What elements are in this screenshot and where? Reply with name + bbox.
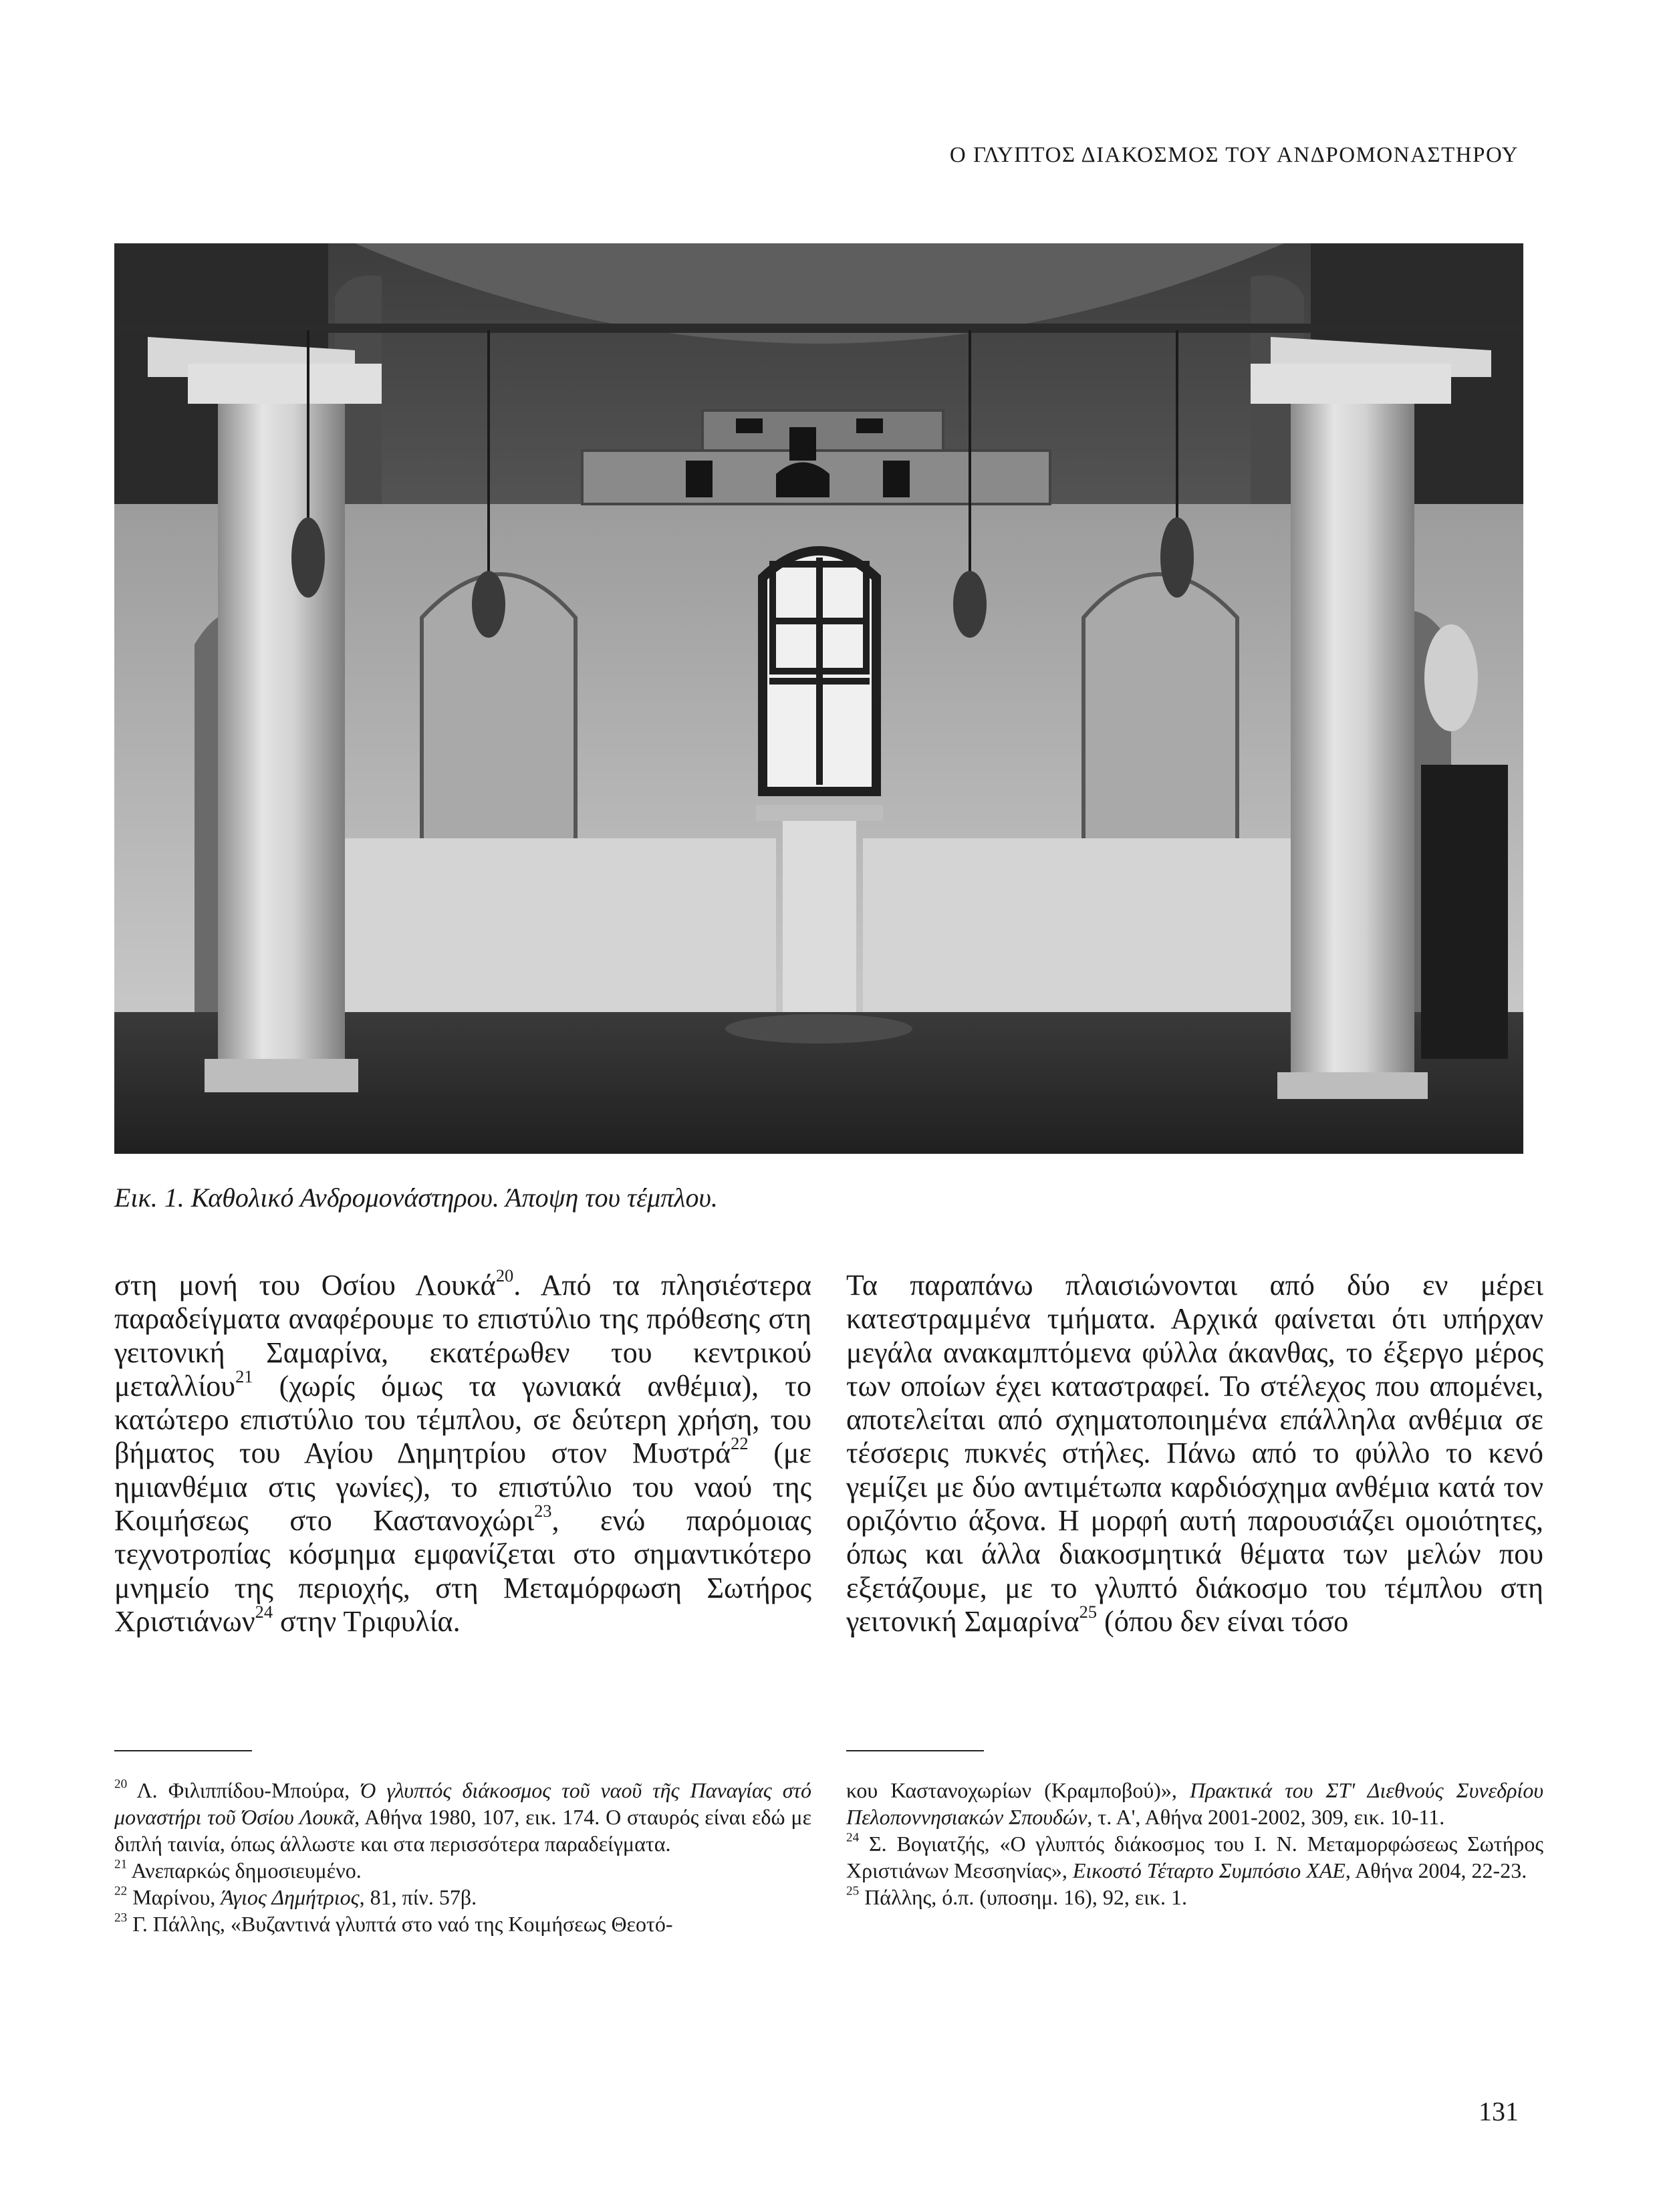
text-run: , 81, πίν. 57β. xyxy=(359,1885,477,1909)
footnote-marker: 23 xyxy=(114,1911,128,1925)
text-run: (με ημιανθέμια στις γωνίες), το επιστύλιο του ναού της Κοιμήσεως στο Καστανοχώρι xyxy=(114,1437,811,1538)
footnote-marker: 20 xyxy=(495,1265,514,1286)
footnote-marker: 23 xyxy=(534,1501,552,1521)
footnote-marker: 24 xyxy=(846,1830,860,1845)
text-run: κου Καστανοχωρίων (Κραμποβού)», xyxy=(846,1778,1190,1802)
text-run: , ενώ παρόμοιας τεχνοτροπίας κόσμημα εμφανίζεται στο σημαντικότερο μνημείο της περιοχής, στη Μεταμόρφωση Σωτήρος Χριστιάνων xyxy=(114,1504,811,1638)
footnote-marker: 20 xyxy=(114,1777,128,1792)
page-number: 131 xyxy=(1479,2096,1519,2126)
footnote-marker: 25 xyxy=(846,1884,860,1898)
footnote xyxy=(846,1884,1543,1911)
figure-caption: Εικ. 1. Καθολικό Ανδρομονάστηρου. Άποψη του τέμπλου. xyxy=(114,1183,718,1213)
text-run: Ανεπαρκώς δημοσιευμένο. xyxy=(127,1858,362,1882)
body-paragraph xyxy=(114,1265,812,1638)
text-run: στη μονή του Οσίου Λουκά xyxy=(114,1269,496,1302)
text-run: (όπου δεν είναι τόσο xyxy=(1097,1604,1349,1638)
footnotes-right xyxy=(846,1777,1543,1911)
text-run: (χωρίς όμως τα γωνιακά ανθέμια), το κατώτερο επιστύλιο του τέμπλου, σε δεύτερη χρήση, του βήματος του Αγίου Δημητρίου στον Μυστρά xyxy=(114,1369,811,1470)
text-run: , Αθήνα 1980, 107, εικ. 174. Ο σταυρός είναι εδώ με διπλή ταινία, όπως άλλωστε και στα περισσότερα παραδείγματα. xyxy=(114,1805,812,1856)
italic-title: Ό γλυπτός διάκοσμος τοῦ ναοῦ τῆς Παναγίας στό μοναστήρι τοῦ Όσίου Λουκᾶ xyxy=(114,1778,812,1829)
body-column-right xyxy=(846,1269,1543,1638)
text-run: Γ. Πάλλης, «Βυζαντινά γλυπτά στο ναό της Κοιμήσεως Θεοτό- xyxy=(127,1912,673,1936)
footnote xyxy=(846,1830,1543,1884)
footnote xyxy=(114,1884,811,1911)
footnote xyxy=(114,1777,811,1857)
italic-title: Πρακτικά του ΣΤ' Διεθνούς Συνεδρίου Πελοποννησιακών Σπουδών xyxy=(846,1778,1544,1829)
footnote xyxy=(114,1911,811,1937)
text-run: , Αθήνα 2004, 22-23. xyxy=(1345,1858,1527,1882)
text-run: Μαρίνου, xyxy=(127,1885,221,1909)
text-run: Σ. Βογιατζής, «Ο γλυπτός διάκοσμος του Ι. Ν. Μεταμορφώσεως Σωτήρος Χριστιάνων Μεσσηνίας», xyxy=(846,1832,1543,1882)
photo-rendering xyxy=(114,243,1523,1154)
body-paragraph xyxy=(846,1269,1543,1638)
footnote-rule xyxy=(114,1750,252,1751)
footnotes-left xyxy=(114,1777,811,1937)
footnote-marker: 21 xyxy=(114,1857,128,1872)
footnote-marker: 25 xyxy=(1079,1602,1098,1622)
footnote xyxy=(114,1857,811,1884)
footnote-marker: 22 xyxy=(731,1433,749,1454)
text-run: Πάλλης, ό.π. (υποσημ. 16), 92, εικ. 1. xyxy=(859,1885,1187,1909)
body-column-left xyxy=(114,1265,812,1638)
text-run: Τα παραπάνω πλαισιώνονται από δύο εν μέρει κατεστραμμένα τμήματα. Αρχικά φαίνεται ότι υπήρχαν μεγάλα ανακαμπτόμενα φύλλα άκανθας, το έξεργο μέρος των οποίων έχει καταστραφεί. Το στέλεχος που απομένει, αποτελείται από σχηματοποιημένα επάλληλα ανθέμια σε τέσσερις πυκνές στήλες. Πάνω από το φύλλο το κενό γεμίζει με δύο αντιμέτωπα καρδιόσχημα ανθέμια κατά τον οριζόντιο άξονα. Η μορφή αυτή παρουσιάζει ομοιότητες, όπως και άλλα διακοσμητικά θέματα των μελών που εξετάζουμε, με το γλυπτό διάκοσμο του τέμπλου στη γειτονική Σαμαρίνα xyxy=(846,1269,1543,1638)
footnote-marker: 22 xyxy=(114,1884,128,1898)
text-run: στην Τριφυλία. xyxy=(273,1604,461,1638)
text-run: Λ. Φιλιππίδου-Μπούρα, xyxy=(127,1778,361,1802)
text-run: . Από τα πλησιέστερα παραδείγματα αναφέρουμε το επιστύλιο της πρόθεσης στη γειτονική Σαμαρίνα, εκατέρωθεν του κεντρικού μεταλλίου xyxy=(114,1269,812,1402)
italic-title: Εικοστό Τέταρτο Συμπόσιο ΧΑΕ xyxy=(1072,1858,1346,1882)
italic-title: Άγιος Δημήτριος xyxy=(221,1885,360,1909)
footnote-marker: 24 xyxy=(255,1602,273,1622)
running-head: Ο ΓΛΥΠΤΟΣ ΔΙΑΚΟΣΜΟΣ ΤΟΥ ΑΝΔΡΟΜΟΝΑΣΤΗΡΟΥ xyxy=(949,143,1519,167)
footnote-marker: 21 xyxy=(235,1366,253,1387)
footnote xyxy=(846,1777,1543,1830)
text-run: , τ. Α', Αθήνα 2001-2002, 309, εικ. 10-11. xyxy=(1087,1805,1445,1829)
church-templon-photo xyxy=(114,243,1523,1154)
footnote-rule xyxy=(846,1750,984,1751)
